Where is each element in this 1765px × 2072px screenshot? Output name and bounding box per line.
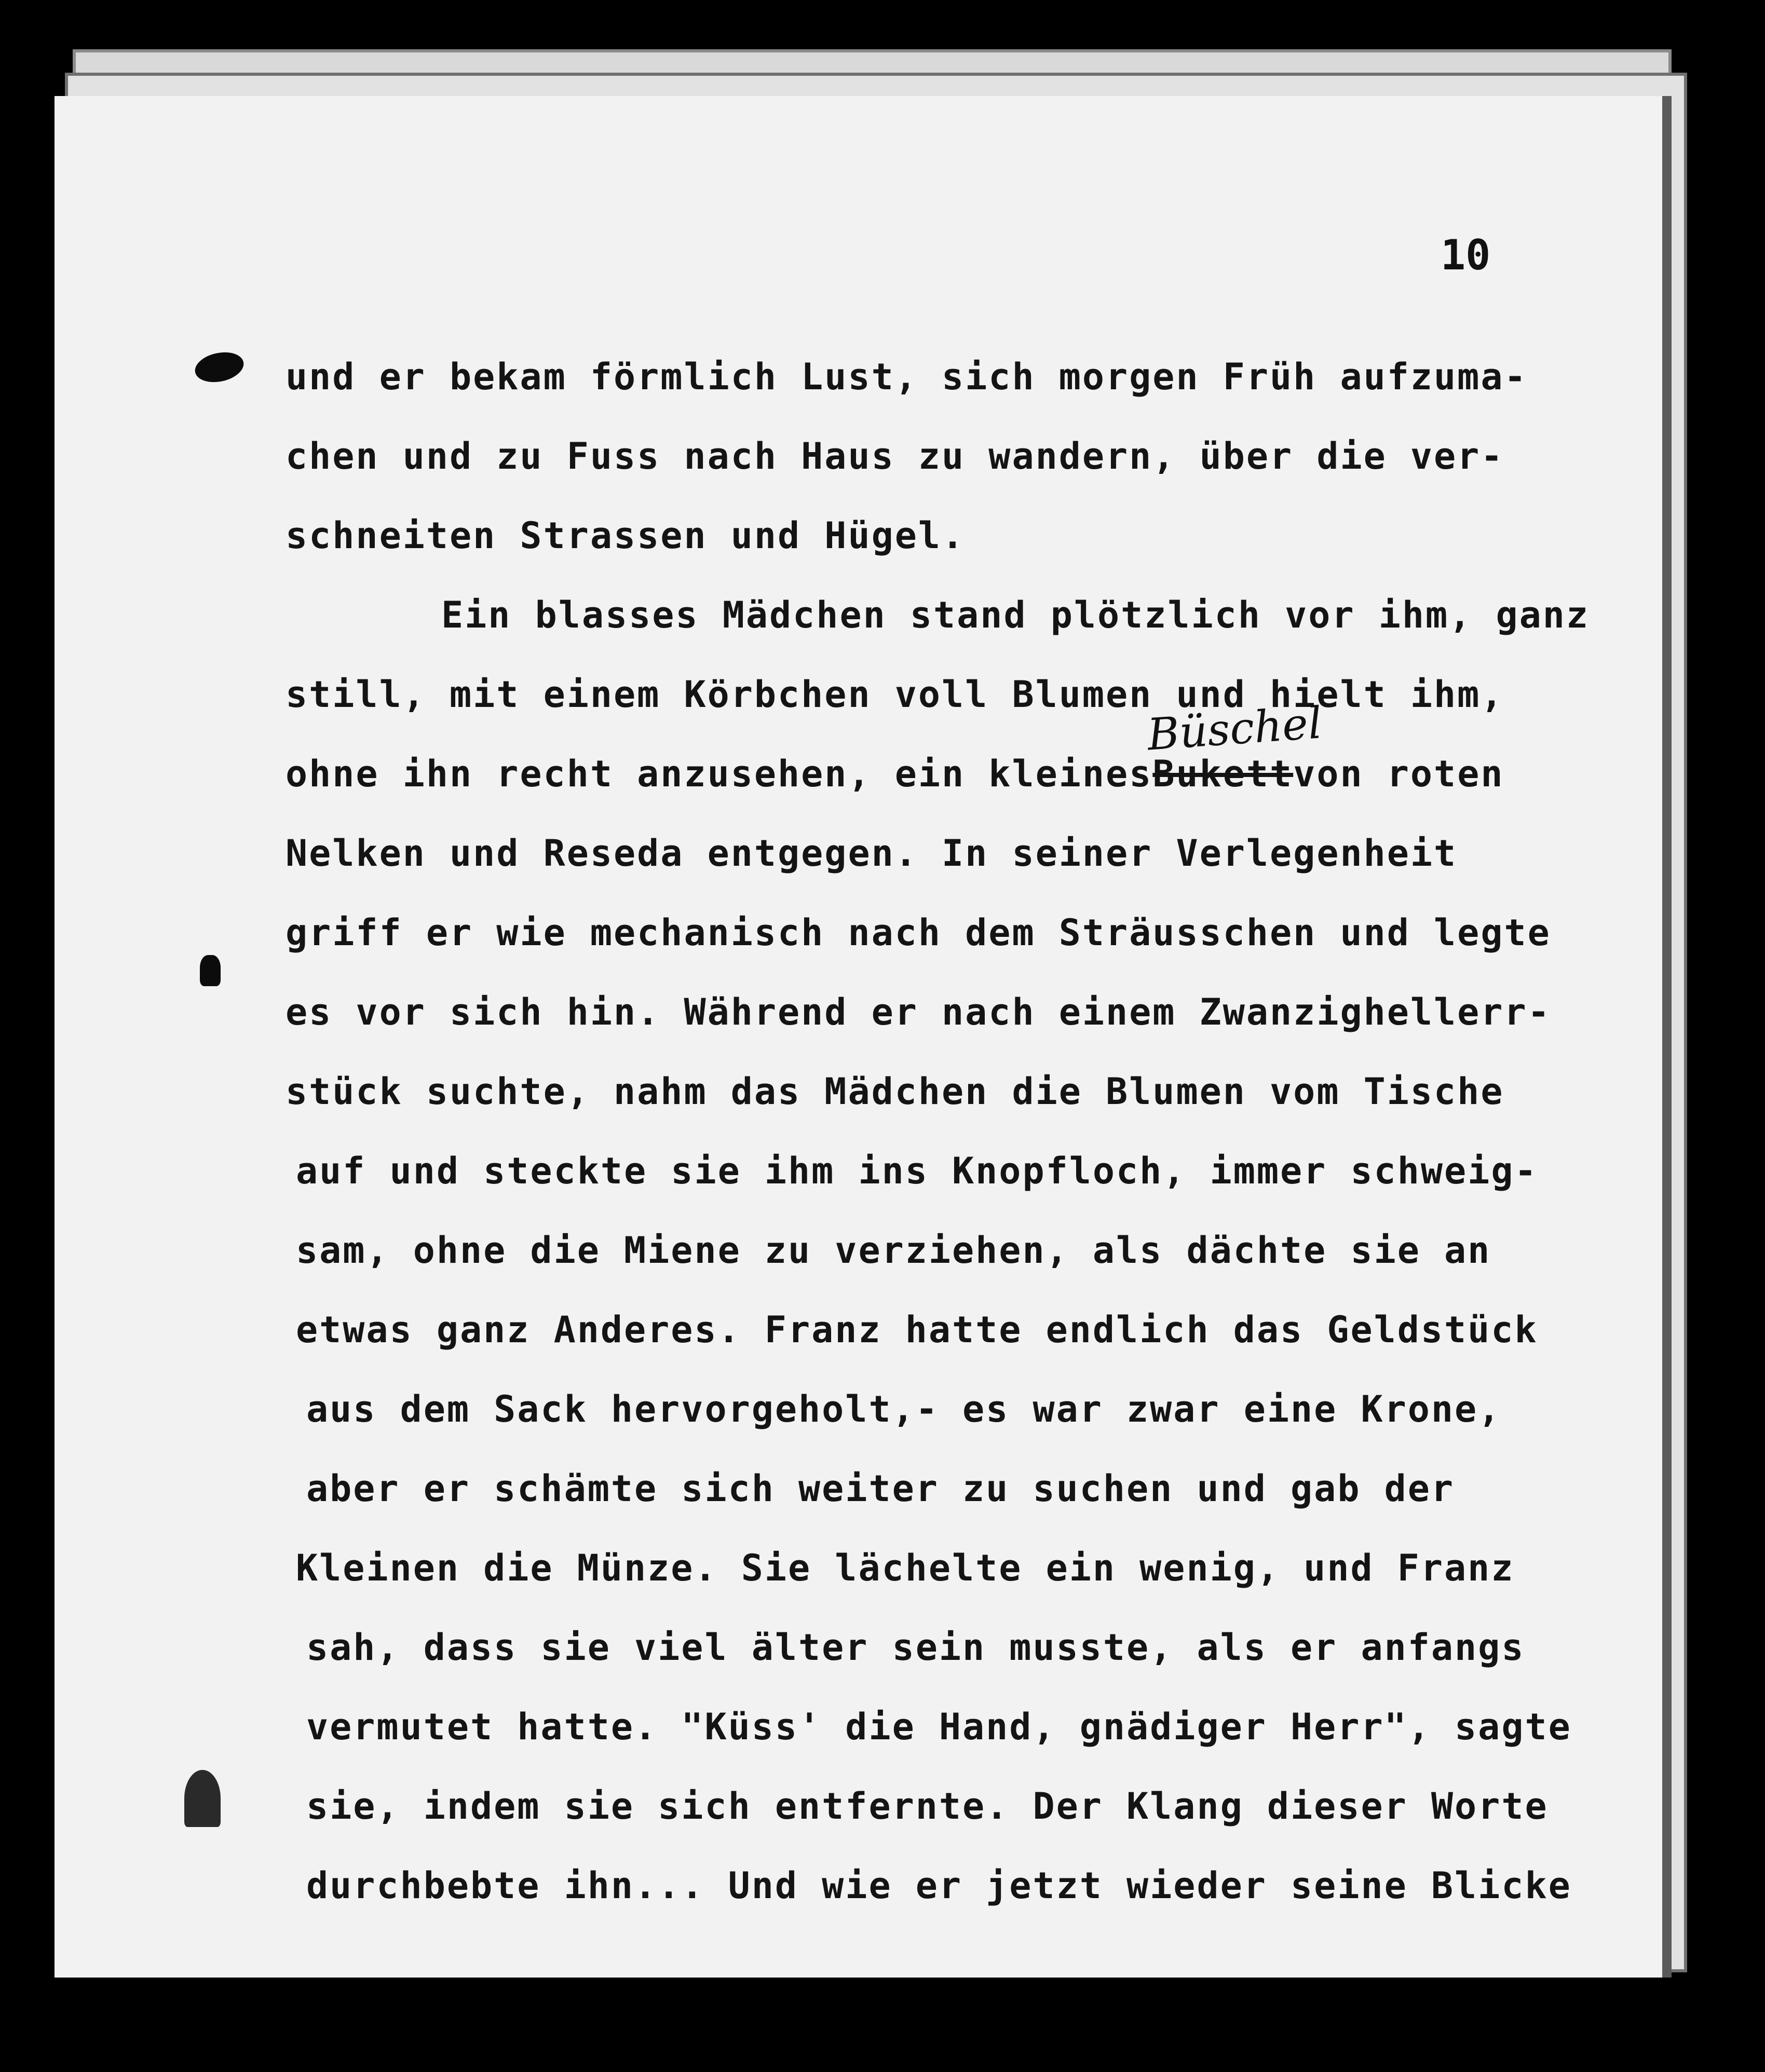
text-line: griff er wie mechanisch nach dem Sträusschen und legte	[286, 911, 1551, 954]
text-line: Kleinen die Münze. Sie lächelte ein wenig, und Franz	[296, 1547, 1515, 1589]
punch-hole	[192, 348, 246, 387]
text-line-with-correction: ohne ihn recht anzusehen, ein kleines Büschel Bukettvon roten	[286, 697, 1504, 795]
page-number: 10	[1441, 231, 1491, 279]
handwritten-word: Büschel	[1146, 697, 1324, 760]
text-line: stück suchte, nahm das Mädchen die Blumen vom Tische	[286, 1070, 1504, 1113]
text-line: Ein blasses Mädchen stand plötzlich vor ihm, ganz	[441, 594, 1590, 636]
text-line: chen und zu Fuss nach Haus zu wandern, über die ver-	[286, 435, 1504, 478]
text-line: auf und steckte sie ihm ins Knopfloch, immer schweig-	[296, 1150, 1538, 1192]
text-line: schneiten Strassen und Hügel.	[286, 514, 966, 557]
text-line: aber er schämte sich weiter zu suchen und gab der	[306, 1467, 1455, 1510]
text-line: und er bekam förmlich Lust, sich morgen Früh aufzuma-	[286, 356, 1528, 398]
text-line: es vor sich hin. Während er nach einem Zwanzighellerr-	[286, 991, 1551, 1033]
text-line: etwas ganz Anderes. Franz hatte endlich das Geldstück	[296, 1308, 1538, 1351]
text-line: sie, indem sie sich entfernte. Der Klang dieser Worte	[306, 1785, 1549, 1828]
text-line: durchbebte ihn... Und wie er jetzt wieder seine Blicke	[306, 1864, 1572, 1907]
struck-word: Bukett	[1152, 753, 1294, 795]
typewritten-page	[55, 96, 1672, 1978]
text-line: sah, dass sie viel älter sein musste, als er anfangs	[306, 1626, 1525, 1669]
text-line: Nelken und Reseda entgegen. In seiner Verlegenheit	[286, 832, 1458, 875]
body-text	[286, 356, 1672, 1944]
text-line: sam, ohne die Miene zu verziehen, als dächte sie an	[296, 1229, 1491, 1272]
text-line: still, mit einem Körbchen voll Blumen und hielt ihm,	[286, 673, 1504, 716]
text-line: aus dem Sack hervorgeholt,- es war zwar eine Krone,	[306, 1388, 1502, 1430]
text-line: vermutet hatte. "Küss' die Hand, gnädiger Herr", sagte	[306, 1706, 1572, 1748]
punch-hole	[200, 955, 221, 986]
handwritten-correction	[1146, 697, 1324, 795]
punch-hole	[184, 1770, 221, 1827]
